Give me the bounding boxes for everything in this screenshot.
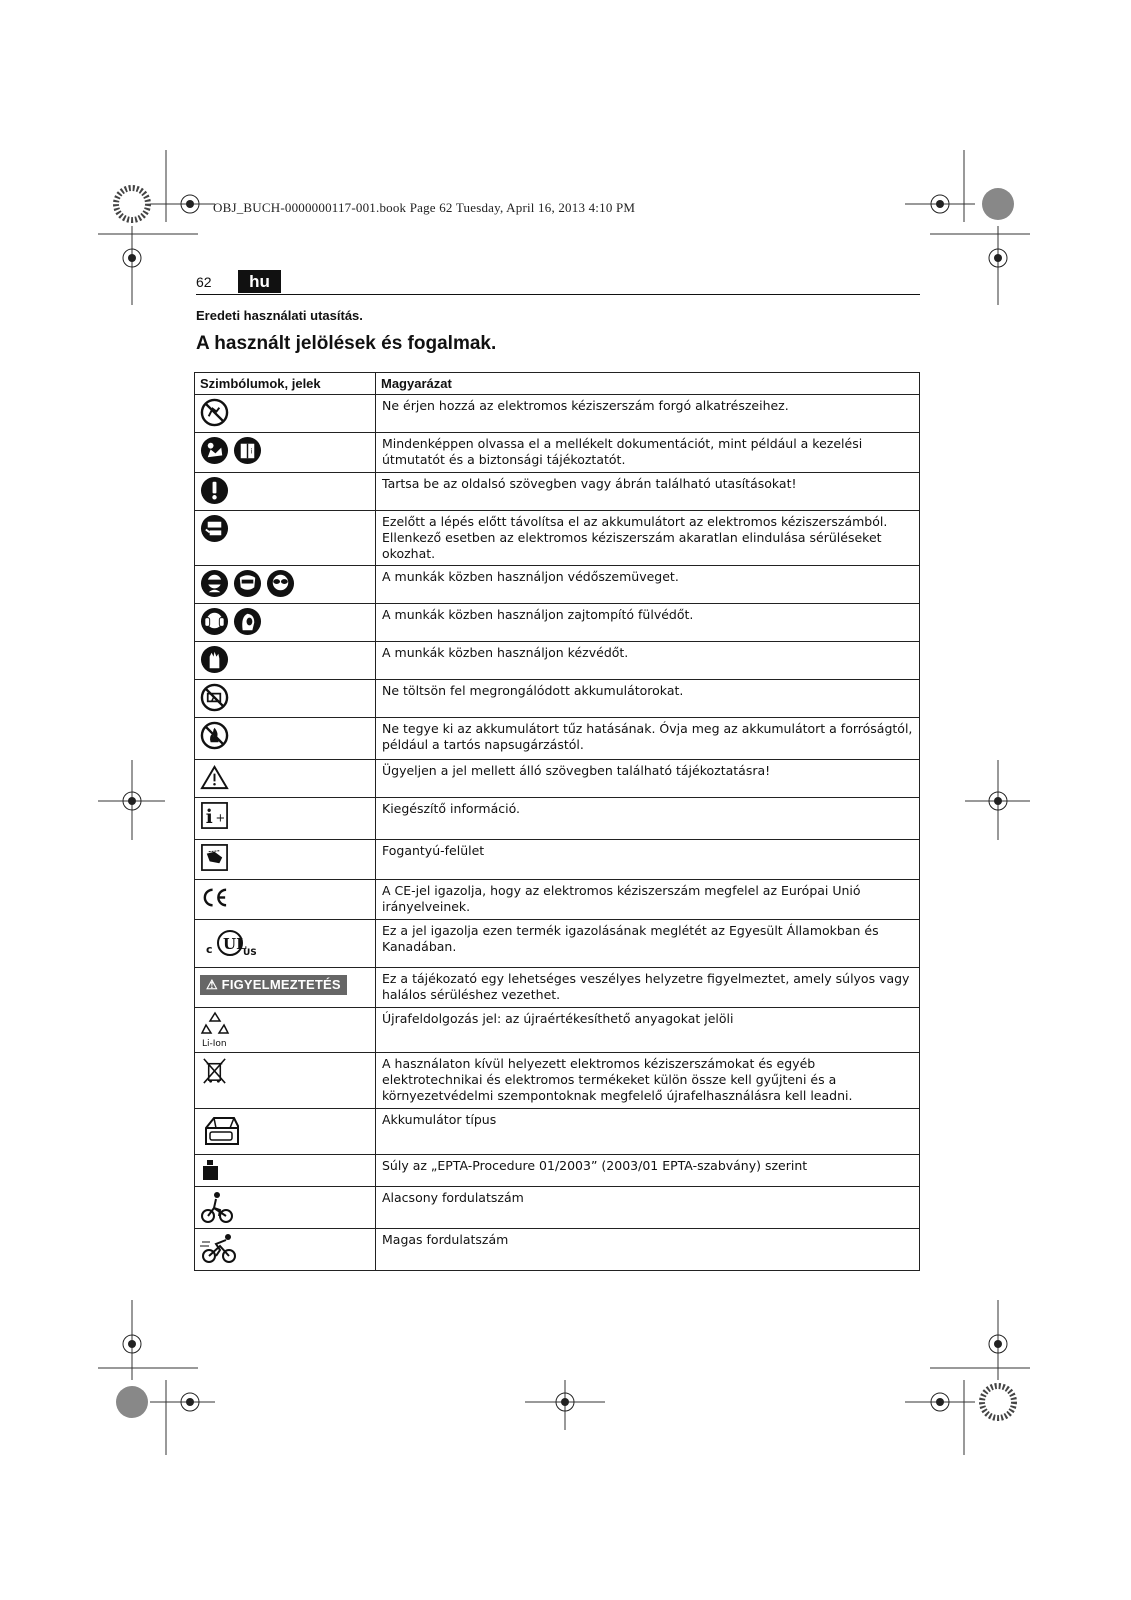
svg-text:i: i xyxy=(205,807,213,829)
book-info-line: OBJ_BUCH-0000000117-001.book Page 62 Tuesday, April 16, 2013 4:10 PM xyxy=(213,200,636,215)
row-text: Alacsony fordulatszám xyxy=(376,1187,920,1229)
safety-glasses-icon xyxy=(266,569,295,598)
table-row xyxy=(195,604,920,642)
row-text: Ezelőtt a lépés előtt távolítsa el az akkumulátort az elektromos kéziszerszámból. Ellenkező esetben az elektromos kéziszerszám akaratlan elindulása sérüléseket okozhat. xyxy=(376,511,920,566)
table-row xyxy=(195,1008,920,1053)
table-row xyxy=(195,511,920,566)
row-text: Mindenképpen olvassa el a mellékelt dokumentációt, mint például a kezelési útmutatót és a biztonsági tájékoztatót. xyxy=(376,433,920,473)
row-text: Ez a jel igazolja ezen termék igazolásának meglétét az Egyesült Államokban és Kanadában. xyxy=(376,920,920,968)
table-row xyxy=(195,798,920,840)
ear-protection-profile-icon xyxy=(233,607,262,636)
exclamation-icon xyxy=(200,476,229,505)
grip-surface-icon xyxy=(200,843,229,872)
table-row xyxy=(195,473,920,511)
row-text: Ne tegye ki az akkumulátort tűz hatásának. Óvja meg az akkumulátort a forróságtól, például a tartós napsugárzástól. xyxy=(376,718,920,760)
row-text: A munkák közben használjon kézvédőt. xyxy=(376,642,920,680)
row-text: Súly az „EPTA-Procedure 01/2003” (2003/01 EPTA-szabvány) szerint xyxy=(376,1155,920,1187)
page-number: 62 xyxy=(196,274,212,290)
fast-cyclist-icon xyxy=(200,1232,240,1266)
svg-text:US: US xyxy=(243,948,257,958)
row-text: Akkumulátor típus xyxy=(376,1109,920,1155)
table-row xyxy=(195,1187,920,1229)
column-header-explanation: Magyarázat xyxy=(376,373,920,395)
gloves-icon xyxy=(200,645,229,674)
row-text: Tartsa be az oldalsó szövegben vagy ábrán található utasításokat! xyxy=(376,473,920,511)
page-title: A használt jelölések és fogalmak. xyxy=(196,333,497,354)
row-text: A CE-jel igazolja, hogy az elektromos kéziszerszám megfelel az Európai Unió irányelveinek. xyxy=(376,880,920,920)
table-row xyxy=(195,433,920,473)
row-text: Kiegészítő információ. xyxy=(376,798,920,840)
table-row xyxy=(195,1155,920,1187)
row-text: Magas fordulatszám xyxy=(376,1229,920,1271)
info-plus-icon xyxy=(200,801,229,830)
table-row xyxy=(195,680,920,718)
row-text: Ez a tájékozató egy lehetséges veszélyes helyzetre figyelmeztet, amely súlyos vagy halálos sérüléshez vezethet. xyxy=(376,968,920,1008)
battery-pack-icon xyxy=(200,1112,242,1150)
svg-text:+: + xyxy=(215,810,226,825)
table-row xyxy=(195,968,920,1008)
remove-battery-icon xyxy=(200,514,229,543)
crossed-bin-icon xyxy=(200,1056,229,1085)
slow-cyclist-icon xyxy=(200,1190,234,1224)
table-row xyxy=(195,566,920,604)
header-rule xyxy=(196,294,920,295)
table-row xyxy=(195,1053,920,1109)
ear-protection-icon xyxy=(200,607,229,636)
recycling-li-ion-icon xyxy=(200,1011,230,1039)
table-row xyxy=(195,760,920,798)
language-badge: hu xyxy=(238,270,281,293)
row-text: Fogantyú-felület xyxy=(376,840,920,880)
row-text: Ne töltsön fel megrongálódott akkumulátorokat. xyxy=(376,680,920,718)
row-text: A használaton kívül helyezett elektromos kéziszerszámokat és egyéb elektrotechnikai és elektromos termékeket külön össze kell gyűjteni és a környezetvédelmi szempontoknak megfelelő újrafelhasználásra kell leadni. xyxy=(376,1053,920,1109)
no-fire-battery-icon xyxy=(200,721,229,750)
document-subtitle: Eredeti használati utasítás. xyxy=(196,308,363,323)
face-shield-icon xyxy=(233,569,262,598)
table-row xyxy=(195,1229,920,1271)
ce-mark-icon xyxy=(200,883,229,912)
table-row xyxy=(195,920,920,968)
symbols-table xyxy=(194,372,920,1271)
warning-label: ⚠ FIGYELMEZTETÉS xyxy=(200,975,347,995)
recycling-label: Li-Ion xyxy=(202,1039,227,1049)
table-row xyxy=(195,840,920,880)
weight-icon xyxy=(200,1158,222,1182)
svg-text:UL: UL xyxy=(223,935,247,953)
no-damaged-battery-icon xyxy=(200,683,229,712)
column-header-symbols: Szimbólumok, jelek xyxy=(195,373,376,395)
read-manual-book-icon xyxy=(233,436,262,465)
row-text: Újrafeldolgozás jel: az újraértékesíthető anyagokat jelöli xyxy=(376,1008,920,1053)
warning-triangle-icon xyxy=(200,763,229,792)
row-text: Ügyeljen a jel mellett álló szövegben található tájékoztatásra! xyxy=(376,760,920,798)
safety-goggles-icon xyxy=(200,569,229,598)
table-row xyxy=(195,880,920,920)
row-text: A munkák közben használjon zajtompító fülvédőt. xyxy=(376,604,920,642)
warning-label-text: FIGYELMEZTETÉS xyxy=(221,977,341,992)
read-manual-person-icon xyxy=(200,436,229,465)
svg-text:c: c xyxy=(206,943,213,956)
table-header-row xyxy=(195,373,920,395)
row-text: A munkák közben használjon védőszemüveget. xyxy=(376,566,920,604)
no-touch-rotating-icon xyxy=(200,398,229,427)
table-row xyxy=(195,718,920,760)
table-row xyxy=(195,1109,920,1155)
table-row xyxy=(195,642,920,680)
svg-text:i: i xyxy=(250,447,253,456)
row-text: Ne érjen hozzá az elektromos kéziszerszám forgó alkatrészeihez. xyxy=(376,395,920,433)
cul-us-mark-icon xyxy=(200,923,260,963)
table-row xyxy=(195,395,920,433)
